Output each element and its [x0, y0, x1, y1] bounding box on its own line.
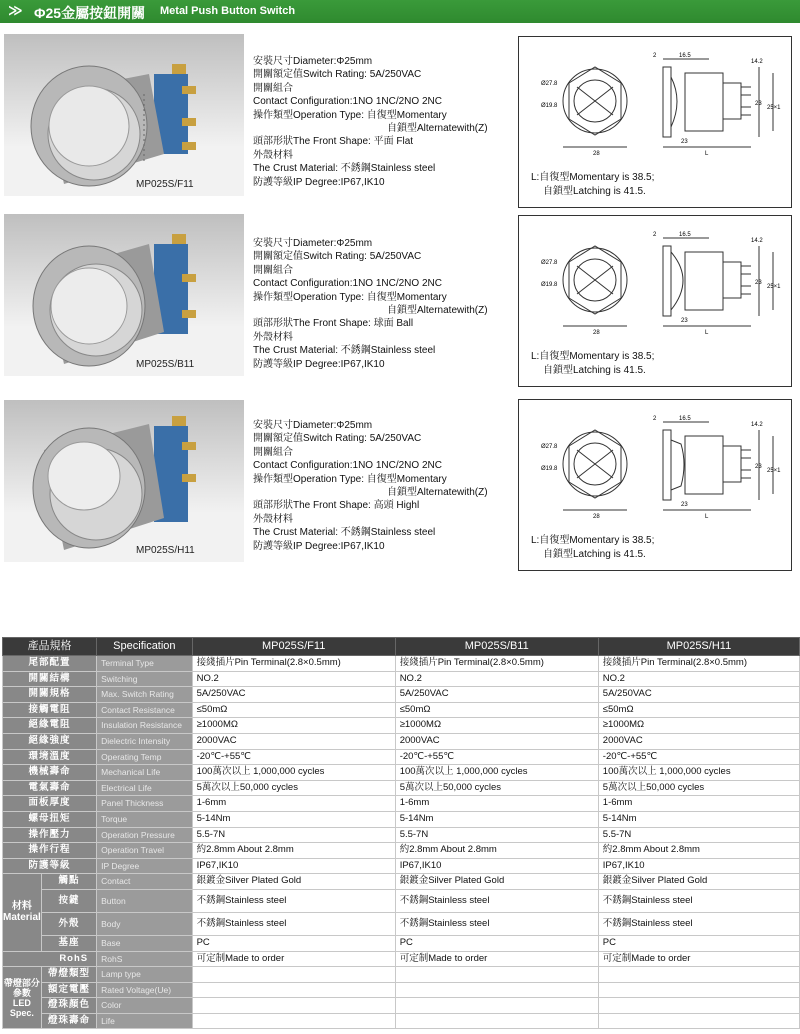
spec-block-f11 — [253, 55, 513, 189]
svg-text:Ø27.8: Ø27.8 — [541, 444, 558, 450]
header-cn: 產品規格 — [3, 638, 97, 656]
switch-flat-image — [4, 34, 244, 196]
spec-diameter: 安裝尺寸Diameter:Φ25mm — [253, 56, 373, 67]
specification-table — [2, 637, 800, 1029]
svg-text:L: L — [705, 514, 709, 520]
table-row-material-base: 基座 Base PC PC PC — [3, 935, 800, 951]
table-row: 開關規格 Max. Switch Rating 5A/250VAC 5A/250VAC 5A/250VAC — [3, 687, 800, 703]
svg-text:23: 23 — [681, 139, 688, 145]
table-row: 環境溫度 Operating Temp -20℃-+55℃ -20℃-+55℃ -20℃-+55℃ — [3, 749, 800, 765]
spec-contact: Contact Configuration:1NO 1NC/2NO 2NC — [253, 96, 442, 108]
product-caption: MP025S/B11 — [136, 359, 195, 370]
table-row-material-button: 按鍵 Button 不銹鋼Stainless steel 不銹鋼Stainless steel 不銹鋼Stainless steel — [3, 889, 800, 912]
svg-text:28: 28 — [593, 514, 600, 520]
table-row-led-life: 燈珠壽命 Life — [3, 1013, 800, 1029]
spec-rating: 開關額定值Switch Rating: 5A/250VAC — [253, 433, 422, 445]
product-photo-f11 — [4, 34, 244, 196]
svg-text:14.2: 14.2 — [751, 59, 763, 65]
table-row: 機械壽命 Mechanical Life 100萬次以上 1,000,000 cycles 100萬次以上 1,000,000 cycles 100萬次以上 1,000,000 cycles — [3, 765, 800, 781]
svg-text:23: 23 — [681, 502, 688, 508]
svg-text:14.2: 14.2 — [751, 422, 763, 428]
header-bar — [0, 0, 800, 23]
spec-shell: 外殼材料 — [253, 513, 293, 525]
spec-operation: 操作類型Operation Type: 自復型Momentary — [253, 473, 447, 485]
table-row: 操作行程 Operation Travel 約2.8mm About 2.8mm 約2.8mm About 2.8mm 約2.8mm About 2.8mm — [3, 843, 800, 859]
svg-text:23: 23 — [681, 318, 688, 324]
svg-text:L: L — [705, 330, 709, 336]
spec-contact: Contact Configuration:1NO 1NC/2NO 2NC — [253, 278, 442, 290]
spec-combo: 開關組合 — [253, 446, 293, 458]
table-row-led-lamp: 帶燈部分參數 LED Spec. 帶燈類型 Lamp type — [3, 967, 800, 983]
spec-combo: 開關組合 — [253, 82, 293, 94]
svg-text:Ø27.8: Ø27.8 — [541, 260, 558, 266]
spec-latching: 自鎖型Alternatewith(Z) — [387, 305, 488, 317]
material-group-label: 材料 Material — [3, 874, 42, 951]
table-row: 面板厚度 Panel Thickness 1-6mm 1-6mm 1-6mm — [3, 796, 800, 812]
spec-contact: Contact Configuration:1NO 1NC/2NO 2NC — [253, 460, 442, 472]
svg-text:Ø19.8: Ø19.8 — [541, 282, 558, 288]
length-note-momentary: L:自復型Momentary is 38.5; — [531, 172, 655, 183]
product-caption: MP025S/F11 — [136, 179, 194, 190]
spec-operation: 操作類型Operation Type: 自復型Momentary — [253, 291, 447, 303]
svg-text:14.2: 14.2 — [751, 238, 763, 244]
led-group-label: 帶燈部分參數 LED Spec. — [3, 967, 42, 1029]
length-note-momentary: L:自復型Momentary is 38.5; — [531, 535, 655, 546]
table-row: 操作壓力 Operation Pressure 5.5-7N 5.5-7N 5.5-7N — [3, 827, 800, 843]
spec-operation: 操作類型Operation Type: 自復型Momentary — [253, 109, 447, 121]
table-row-material-contact: 材料 Material 觸點 Contact 銀鍍金Silver Plated Gold 銀鍍金Silver Plated Gold 銀鍍金Silver Plated Gold — [3, 874, 800, 890]
svg-text:Ø27.8: Ø27.8 — [541, 81, 558, 87]
table-row: 接觸電阻 Contact Resistance ≤50mΩ ≤50mΩ ≤50mΩ — [3, 702, 800, 718]
table-row: 螺母扭矩 Torque 5-14Nm 5-14Nm 5-14Nm — [3, 811, 800, 827]
spec-diameter: 安裝尺寸Diameter:Φ25mm — [253, 420, 373, 431]
page-title-en: Metal Push Button Switch — [160, 5, 296, 17]
dimension-drawing-h11 — [518, 399, 792, 571]
length-note-momentary: L:自復型Momentary is 38.5; — [531, 351, 655, 362]
table-row-rohs: RohS RohS 可定制Made to order 可定制Made to order 可定制Made to order — [3, 951, 800, 967]
spec-latching: 自鎖型Alternatewith(Z) — [387, 123, 488, 135]
length-note-latching: 自鎖型Latching is 41.5. — [543, 549, 646, 560]
svg-text:16.5: 16.5 — [679, 53, 691, 59]
svg-text:25×1: 25×1 — [767, 468, 781, 474]
svg-text:Ø19.8: Ø19.8 — [541, 103, 558, 109]
spec-shape: 頭部形狀The Front Shape: 球面 Ball — [253, 318, 414, 330]
svg-text:16.5: 16.5 — [679, 416, 691, 422]
switch-high-image — [4, 400, 244, 562]
table-row: 絕緣電阻 Insulation Resistance ≥1000MΩ ≥1000MΩ ≥1000MΩ — [3, 718, 800, 734]
spec-shape: 頭部形狀The Front Shape: 高頭 Highl — [253, 500, 420, 512]
table-row: 開關結構 Switching NO.2 NO.2 NO.2 — [3, 671, 800, 687]
svg-text:28: 28 — [593, 151, 600, 157]
spec-diameter: 安裝尺寸Diameter:Φ25mm — [253, 238, 373, 249]
page-title-cn: Φ25金屬按鈕開關 — [34, 5, 146, 21]
svg-text:23: 23 — [755, 464, 762, 470]
spec-shape: 頭部形狀The Front Shape: 平面 Flat — [253, 136, 414, 148]
svg-text:25×1: 25×1 — [767, 284, 781, 290]
dimension-drawing-b11 — [518, 215, 792, 387]
svg-text:23: 23 — [755, 280, 762, 286]
svg-text:Ø19.8: Ø19.8 — [541, 466, 558, 472]
table-row: 絕緣強度 Dielectric Intensity 2000VAC 2000VAC 2000VAC — [3, 733, 800, 749]
svg-text:2: 2 — [653, 53, 657, 59]
svg-text:2: 2 — [653, 416, 657, 422]
product-caption: MP025S/H11 — [136, 545, 195, 556]
spec-block-h11 — [253, 419, 513, 553]
header-en: Specification — [97, 638, 192, 656]
spec-shell: 外殼材料 — [253, 331, 293, 343]
spec-crust: The Crust Material: 不銹鋼Stainless steel — [253, 163, 436, 175]
svg-text:L: L — [705, 151, 709, 157]
header-model-2: MP025S/B11 — [395, 638, 598, 656]
table-row: 尾部配置 Terminal Type 接綫插片Pin Terminal(2.8×0.5mm) 接綫插片Pin Terminal(2.8×0.5mm) 接綫插片Pin Terminal(2.8×0.5mm) — [3, 656, 800, 672]
spec-rating: 開關額定值Switch Rating: 5A/250VAC — [253, 69, 422, 81]
switch-ball-image — [4, 214, 244, 376]
spec-crust: The Crust Material: 不銹鋼Stainless steel — [253, 345, 436, 357]
product-photo-b11 — [4, 214, 244, 376]
length-note-latching: 自鎖型Latching is 41.5. — [543, 365, 646, 376]
svg-text:2: 2 — [653, 232, 657, 238]
table-row-led-voltage: 額定電壓 Rated Voltage(Ue) — [3, 982, 800, 998]
dimension-drawing-f11 — [518, 36, 792, 208]
spec-protection: 防護等級IP Degree:IP67,IK10 — [253, 540, 385, 552]
svg-text:25×1: 25×1 — [767, 105, 781, 111]
spec-combo: 開關組合 — [253, 264, 293, 276]
spec-shell: 外殼材料 — [253, 149, 293, 161]
spec-crust: The Crust Material: 不銹鋼Stainless steel — [253, 527, 436, 539]
svg-text:16.5: 16.5 — [679, 232, 691, 238]
svg-text:23: 23 — [755, 101, 762, 107]
spec-protection: 防護等級IP Degree:IP67,IK10 — [253, 358, 385, 370]
spec-rating: 開關額定值Switch Rating: 5A/250VAC — [253, 251, 422, 263]
spec-protection: 防護等級IP Degree:IP67,IK10 — [253, 176, 385, 188]
header-model-3: MP025S/H11 — [598, 638, 799, 656]
spec-latching: 自鎖型Alternatewith(Z) — [387, 487, 488, 499]
header-model-1: MP025S/F11 — [192, 638, 395, 656]
svg-text:28: 28 — [593, 330, 600, 336]
table-row: 防護等級 IP Degree IP67,IK10 IP67,IK10 IP67,IK10 — [3, 858, 800, 874]
dimension-diagram — [519, 37, 791, 167]
table-row: 電氣壽命 Electrical Life 5萬次以上50,000 cycles 5萬次以上50,000 cycles 5萬次以上50,000 cycles — [3, 780, 800, 796]
table-row-material-body: 外殼 Body 不銹鋼Stainless steel 不銹鋼Stainless steel 不銹鋼Stainless steel — [3, 912, 800, 935]
length-note-latching: 自鎖型Latching is 41.5. — [543, 186, 646, 197]
product-photo-h11 — [4, 400, 244, 562]
dimension-diagram — [519, 216, 791, 346]
table-row-led-color: 燈珠顏色 Color — [3, 998, 800, 1014]
table-header-row — [3, 638, 800, 656]
double-chevron-icon: ≫ — [8, 2, 21, 18]
dimension-diagram — [519, 400, 791, 530]
spec-block-b11 — [253, 237, 513, 371]
